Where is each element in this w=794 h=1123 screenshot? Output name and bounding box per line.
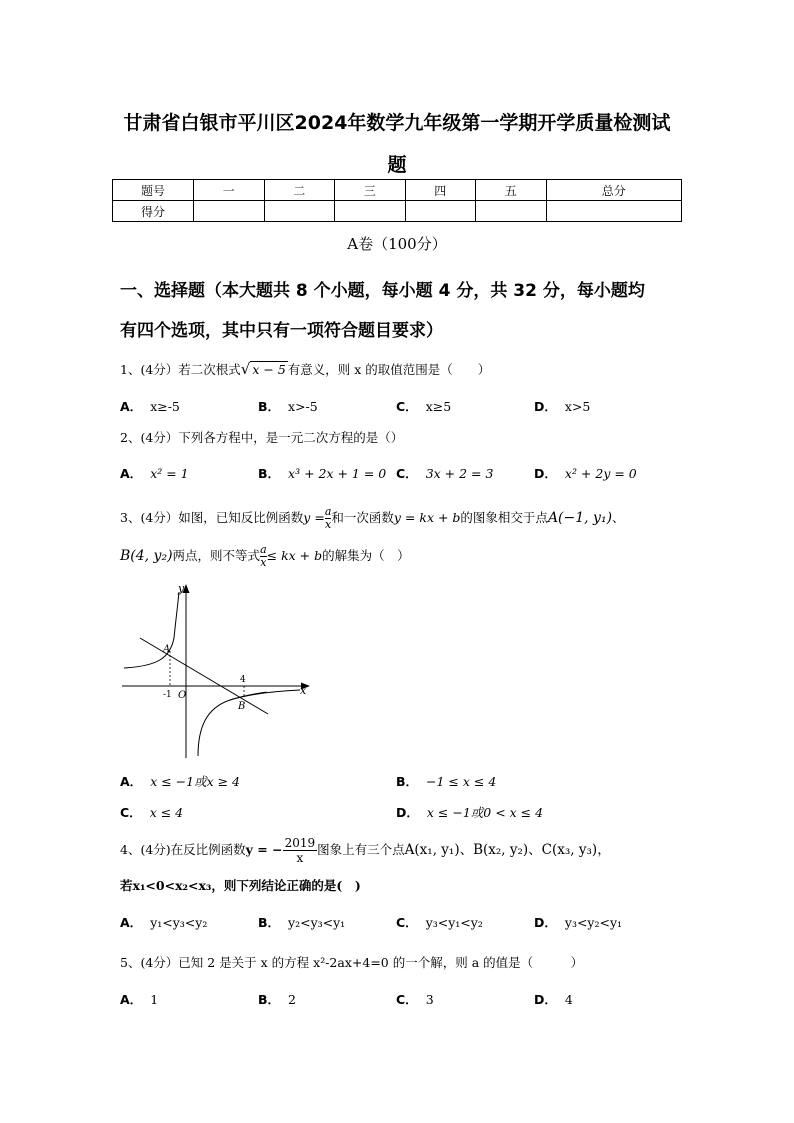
option-text: y₁<y₃<y₂	[150, 915, 208, 930]
option-text: y₃<y₁<y₂	[425, 915, 483, 930]
option-letter: B．	[258, 399, 281, 414]
q1-prefix: 1、(4分）若二次根式	[120, 362, 241, 377]
q4-option-b[interactable]	[258, 913, 345, 931]
option-letter: C．	[120, 805, 142, 820]
score-input-cell[interactable]	[264, 201, 335, 222]
option-letter: A．	[120, 915, 143, 930]
q3-option-a[interactable]	[120, 772, 240, 790]
title-line-1: 甘肃省白银市平川区2024年数学九年级第一学期开学质量检测试	[123, 112, 671, 134]
question-3-stem-line-1	[120, 506, 625, 531]
origin-label: O	[178, 690, 187, 701]
option-text: 3x + 2 = 3	[425, 466, 494, 481]
q3-point-b: B(4, y₂)	[120, 548, 173, 564]
q2-option-a[interactable]	[120, 464, 189, 482]
q3-ineq-den: x	[260, 556, 267, 569]
option-text: 2	[288, 992, 296, 1007]
question-3-stem-line-2	[120, 544, 410, 569]
option-letter: A．	[120, 399, 143, 414]
option-letter: B．	[258, 466, 281, 481]
option-text: x>5	[564, 399, 591, 414]
section-1-heading-line-1: 一、选择题（本大题共 8 个小题，每小题 4 分，共 32 分，每小题均	[120, 281, 645, 301]
option-letter: B．	[258, 915, 281, 930]
q3-option-c[interactable]	[120, 803, 183, 821]
q3-option-b[interactable]	[396, 772, 496, 790]
q3-text-6: 的解集为（ ）	[322, 548, 410, 563]
score-input-cell[interactable]	[476, 201, 547, 222]
title-line-2: 题	[387, 154, 407, 176]
q4-points: A(x₁, y₁)、B(x₂, y₂)、C(x₃, y₃)，	[404, 842, 611, 858]
score-input-cell[interactable]	[546, 201, 682, 222]
sqrt-sign-icon: √	[240, 360, 251, 378]
q3-point-a: A(−1, y₁)	[547, 510, 613, 526]
section-1-heading-line-2: 有四个选项，其中只有一项符合题目要求）	[120, 321, 443, 341]
q5-option-d[interactable]	[534, 990, 573, 1008]
tick-label-4: 4	[240, 675, 246, 685]
q3-ineq-num: a	[260, 543, 267, 556]
point-a-label: A	[163, 644, 171, 655]
question-2-stem: 2、(4分）下列各方程中，是一元二次方程的是（）	[120, 430, 404, 445]
score-cell: 总分	[546, 180, 682, 201]
option-text: x ≤ −1或0 < x ≤ 4	[426, 805, 544, 820]
q1-option-b[interactable]	[258, 397, 318, 415]
score-cell: 二	[264, 180, 335, 201]
q4-option-d[interactable]	[534, 913, 622, 931]
tick-label-neg1: -1	[163, 690, 172, 700]
option-text: 1	[150, 992, 159, 1007]
option-text: x³ + 2x + 1 = 0	[288, 466, 387, 481]
score-input-cell[interactable]	[405, 201, 476, 222]
option-letter: A．	[120, 774, 143, 789]
q3-text-1: 3、(4分）如图，已知反比例函数	[120, 510, 304, 525]
q3-f1-lhs: y =	[303, 510, 325, 525]
option-text: x² + 2y = 0	[564, 466, 637, 481]
q3-ineq-rest: ≤ kx + b	[266, 548, 323, 563]
score-cell: 四	[405, 180, 476, 201]
q3-f1-num: a	[324, 505, 332, 518]
q1-radicand: x − 5	[252, 362, 286, 377]
option-letter: B．	[396, 774, 419, 789]
option-letter: D．	[534, 992, 557, 1007]
option-text: y₂<y₃<y₁	[288, 915, 346, 930]
q3-text-4: 、	[612, 510, 625, 525]
q1-option-d[interactable]	[534, 397, 590, 415]
q4-f-den: x	[296, 851, 304, 865]
q4-f-lhs: y = −	[245, 842, 283, 857]
score-cell: 得分	[113, 201, 194, 222]
part-a-heading: A卷（100分）	[347, 235, 447, 253]
option-text: x>-5	[288, 399, 318, 414]
option-letter: A．	[120, 992, 143, 1007]
score-table-score-row	[113, 201, 682, 222]
q3-f1-den: x	[324, 518, 332, 531]
option-text: x ≤ −1或x ≥ 4	[150, 774, 241, 789]
q5-option-c[interactable]	[396, 990, 434, 1008]
q3-f2: y = kx + b	[393, 510, 461, 525]
option-text: x≥5	[425, 399, 452, 414]
question-4-stem-line-2: 若x₁<0<x₂<x₃，则下列结论正确的是( )	[120, 878, 361, 893]
q3-text-2: 和一次函数	[331, 510, 394, 525]
y-axis-label: y	[178, 582, 185, 595]
q3-text-5: 两点，则不等式	[172, 548, 261, 563]
option-text: x ≤ 4	[149, 805, 184, 820]
hyperbola-branch-right-tail	[230, 690, 300, 700]
option-letter: D．	[534, 399, 557, 414]
x-axis-label: x	[300, 684, 307, 697]
q3-text-3: 的图象相交于点	[460, 510, 548, 525]
q4-option-a[interactable]	[120, 913, 207, 931]
option-letter: D．	[534, 466, 557, 481]
option-letter: C．	[396, 466, 418, 481]
point-b-label: B	[238, 701, 246, 712]
option-text: y₃<y₂<y₁	[564, 915, 623, 930]
q4-fraction	[283, 836, 318, 865]
score-cell: 五	[476, 180, 547, 201]
option-text: 3	[425, 992, 434, 1007]
q4-f-num: 2019	[284, 836, 316, 850]
score-input-cell[interactable]	[335, 201, 406, 222]
linear-function-line	[140, 638, 268, 714]
score-cell: 三	[335, 180, 406, 201]
q3-option-d[interactable]	[396, 803, 543, 821]
option-letter: C．	[396, 992, 418, 1007]
q1-option-a[interactable]	[120, 397, 180, 415]
q4-text-2: 图象上有三个点	[317, 842, 405, 857]
score-table	[112, 179, 682, 222]
score-input-cell[interactable]	[194, 201, 265, 222]
option-letter: A．	[120, 466, 143, 481]
option-letter: B．	[258, 992, 281, 1007]
option-letter: C．	[396, 915, 418, 930]
q2-option-b[interactable]	[258, 464, 386, 482]
score-cell: 题号	[113, 180, 194, 201]
q3-function-graph	[118, 578, 318, 763]
option-letter: D．	[396, 805, 419, 820]
score-cell: 一	[194, 180, 265, 201]
option-text: 4	[564, 992, 573, 1007]
option-text: x² = 1	[150, 466, 189, 481]
q5-option-b[interactable]	[258, 990, 296, 1008]
score-table-header-row	[113, 180, 682, 201]
question-1-stem	[120, 360, 490, 378]
q4-option-c[interactable]	[396, 913, 483, 931]
option-text: −1 ≤ x ≤ 4	[426, 774, 497, 789]
q1-suffix: 有意义，则 x 的取值范围是（ ）	[287, 362, 491, 377]
q5-option-a[interactable]	[120, 990, 158, 1008]
q2-option-c[interactable]	[396, 464, 493, 482]
option-letter: C．	[396, 399, 418, 414]
option-letter: D．	[534, 915, 557, 930]
option-text: x≥-5	[150, 399, 180, 414]
question-5-stem: 5、(4分）已知 2 是关于 x 的方程 x²-2ax+4=0 的一个解，则 a 的值是（ ）	[120, 955, 584, 970]
q2-option-d[interactable]	[534, 464, 637, 482]
q1-option-c[interactable]	[396, 397, 451, 415]
hyperbola-branch-right	[198, 692, 266, 756]
question-4-stem-line-1	[120, 836, 611, 865]
q4-text-1: 4、(4分)在反比例函数	[120, 842, 246, 857]
